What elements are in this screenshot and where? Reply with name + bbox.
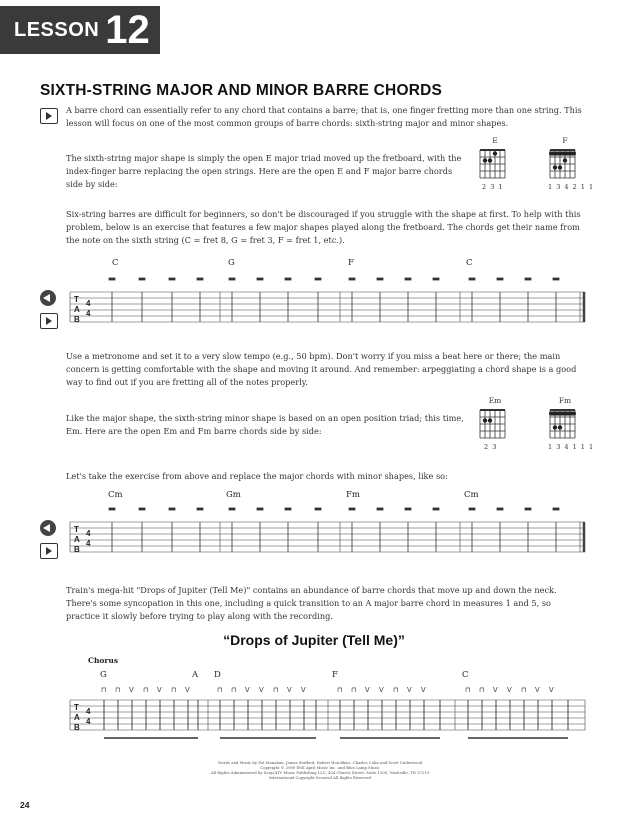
staff2-chord-4: Cm bbox=[464, 490, 479, 500]
svg-text:⊓: ⊓ bbox=[101, 687, 107, 694]
minor-exercise-paragraph: Let's take the exercise from above and replace the major chords with minor shapes, like so: bbox=[66, 471, 448, 481]
svg-text:A: A bbox=[74, 535, 80, 544]
chord-diagram-f bbox=[550, 150, 580, 180]
intro-paragraph: A barre chord can essentially refer to any chord that contains a barre; that is, one finger fretting more than one string. This lesson will focus on one of the most common groups of barre chords: sixth-string major and minor shapes. bbox=[66, 105, 582, 129]
play-icon[interactable] bbox=[40, 543, 58, 559]
svg-text:V: V bbox=[365, 687, 370, 694]
diagram-fm-name: Fm bbox=[558, 396, 572, 405]
svg-text:A: A bbox=[74, 713, 80, 722]
svg-text:V: V bbox=[549, 687, 554, 694]
staff2-chord-3: Fm bbox=[346, 490, 360, 500]
svg-text:V: V bbox=[245, 687, 250, 694]
svg-text:A: A bbox=[74, 305, 80, 314]
svg-text:⊓: ⊓ bbox=[393, 687, 399, 694]
chord-diagram-em bbox=[480, 410, 510, 440]
svg-text:V: V bbox=[259, 687, 264, 694]
svg-text:B: B bbox=[74, 545, 80, 554]
svg-text:⊓: ⊓ bbox=[521, 687, 527, 694]
svg-text:⊓: ⊓ bbox=[351, 687, 357, 694]
svg-text:V: V bbox=[287, 687, 292, 694]
play-icon[interactable] bbox=[40, 313, 58, 329]
audio-icon[interactable] bbox=[40, 520, 56, 536]
svg-text:4: 4 bbox=[86, 539, 91, 548]
diagram-f-fingers: 1 3 4 2 1 1 bbox=[548, 183, 595, 191]
minor-shape-paragraph: Like the major shape, the sixth-string minor shape is based on an open position triad; this time, Em. Here are the open Em and Fm barre chords side by side: bbox=[66, 413, 464, 437]
svg-text:V: V bbox=[157, 687, 162, 694]
chorus-label: Chorus bbox=[88, 656, 119, 665]
svg-text:⊓: ⊓ bbox=[479, 687, 485, 694]
tab-staff-3 bbox=[70, 684, 590, 744]
svg-text:T: T bbox=[74, 703, 79, 712]
diagram-e-fingers: 2 3 1 bbox=[482, 183, 504, 191]
exercise-paragraph: Six-string barres are difficult for beginners, so don't be discouraged if you struggle with the shape at first. To help with this problem, below is an exercise that features a few major shapes played along the fretboard. The chords get their name from the note on the sixth string (C = fret 8, G = fret 3, F = fret 1, etc.). bbox=[66, 209, 581, 246]
staff3-chord-2: A bbox=[192, 670, 199, 680]
svg-text:T: T bbox=[74, 295, 79, 304]
song-intro-paragraph: Train's mega-hit "Drops of Jupiter (Tell Me)" contains an abundance of barre chords that move up and down the neck. There's some syncopation in this one, including a quick transition to an A major barre chord in measures 1 and 5, so practice it slowly before trying to play along with the recording. bbox=[66, 585, 557, 622]
diagram-f-name: F bbox=[562, 136, 568, 145]
metronome-paragraph: Use a metronome and set it to a very slow tempo (e.g., 50 bpm). Don't worry if you miss a beat here or there; the main concern is getting comfortable with the shape and moving it around. And remember: arpeggiating a chord shape is a good way to find out if you are fretting all of the notes properly. bbox=[66, 351, 577, 388]
svg-text:4: 4 bbox=[86, 707, 91, 716]
svg-text:⊓: ⊓ bbox=[465, 687, 471, 694]
credit-line: All Rights Administered by Sony/ATV Music Publishing LLC, 424 Church Street, Suite 1200, Nashville, TN 37219 bbox=[210, 770, 430, 775]
svg-text:T: T bbox=[74, 525, 79, 534]
svg-text:4: 4 bbox=[86, 309, 91, 318]
lesson-header bbox=[0, 6, 160, 54]
svg-text:V: V bbox=[185, 687, 190, 694]
svg-text:V: V bbox=[493, 687, 498, 694]
svg-text:B: B bbox=[74, 315, 80, 324]
staff1-chord-3: F bbox=[348, 258, 354, 268]
audio-icon[interactable] bbox=[40, 290, 56, 306]
svg-text:B: B bbox=[74, 723, 80, 732]
svg-text:V: V bbox=[301, 687, 306, 694]
play-icon[interactable] bbox=[40, 108, 58, 124]
svg-text:4: 4 bbox=[86, 717, 91, 726]
svg-text:V: V bbox=[407, 687, 412, 694]
svg-text:V: V bbox=[379, 687, 384, 694]
staff2-chord-2: Gm bbox=[226, 490, 241, 500]
diagram-em-fingers: 2 3 bbox=[484, 443, 498, 451]
svg-text:⊓: ⊓ bbox=[273, 687, 279, 694]
svg-text:⊓: ⊓ bbox=[171, 687, 177, 694]
staff3-chord-1: G bbox=[100, 670, 107, 680]
diagram-fm-fingers: 1 3 4 1 1 1 bbox=[548, 443, 595, 451]
staff1-chord-4: C bbox=[466, 258, 473, 268]
chord-diagram-fm bbox=[550, 410, 580, 440]
svg-text:4: 4 bbox=[86, 529, 91, 538]
lesson-number: 12 bbox=[105, 7, 150, 52]
song-title: “Drops of Jupiter (Tell Me)” bbox=[223, 632, 405, 648]
chord-diagram-e bbox=[480, 150, 510, 180]
lesson-word: LESSON bbox=[14, 18, 100, 41]
svg-text:⊓: ⊓ bbox=[115, 687, 121, 694]
svg-text:⊓: ⊓ bbox=[231, 687, 237, 694]
staff1-chord-1: C bbox=[112, 258, 119, 268]
staff3-chord-4: F bbox=[332, 670, 338, 680]
credit-line: Words and Music by Pat Monahan, James Stafford, Robert Hotchkiss, Charles Colin and Scott Underwood bbox=[217, 760, 423, 765]
copyright-credits bbox=[200, 760, 440, 780]
staff1-chord-2: G bbox=[228, 258, 235, 268]
page-number: 24 bbox=[20, 800, 30, 810]
tab-staff-1 bbox=[70, 276, 590, 328]
svg-text:V: V bbox=[421, 687, 426, 694]
major-shape-paragraph: The sixth-string major shape is simply the open E major triad moved up the fretboard, with the index-finger barre replacing the open strings. Here are the open E and F major barre chords side by side: bbox=[66, 153, 462, 190]
svg-text:⊓: ⊓ bbox=[217, 687, 223, 694]
tab-staff-2 bbox=[70, 506, 590, 558]
staff3-chord-5: C bbox=[462, 670, 469, 680]
svg-text:⊓: ⊓ bbox=[337, 687, 343, 694]
diagram-e-name: E bbox=[492, 136, 498, 145]
svg-text:V: V bbox=[129, 687, 134, 694]
staff2-chord-1: Cm bbox=[108, 490, 123, 500]
svg-text:V: V bbox=[535, 687, 540, 694]
svg-text:V: V bbox=[507, 687, 512, 694]
credit-line: International Copyright Secured All Rights Reserved bbox=[269, 775, 371, 780]
svg-text:⊓: ⊓ bbox=[143, 687, 149, 694]
section-heading: SIXTH-STRING MAJOR AND MINOR BARRE CHORDS bbox=[40, 82, 443, 99]
credit-line: Copyright © 2000 EMI April Music Inc. and Blue Lamp Music bbox=[260, 765, 380, 770]
svg-text:4: 4 bbox=[86, 299, 91, 308]
staff3-chord-3: D bbox=[214, 670, 221, 680]
diagram-em-name: Em bbox=[488, 396, 502, 405]
